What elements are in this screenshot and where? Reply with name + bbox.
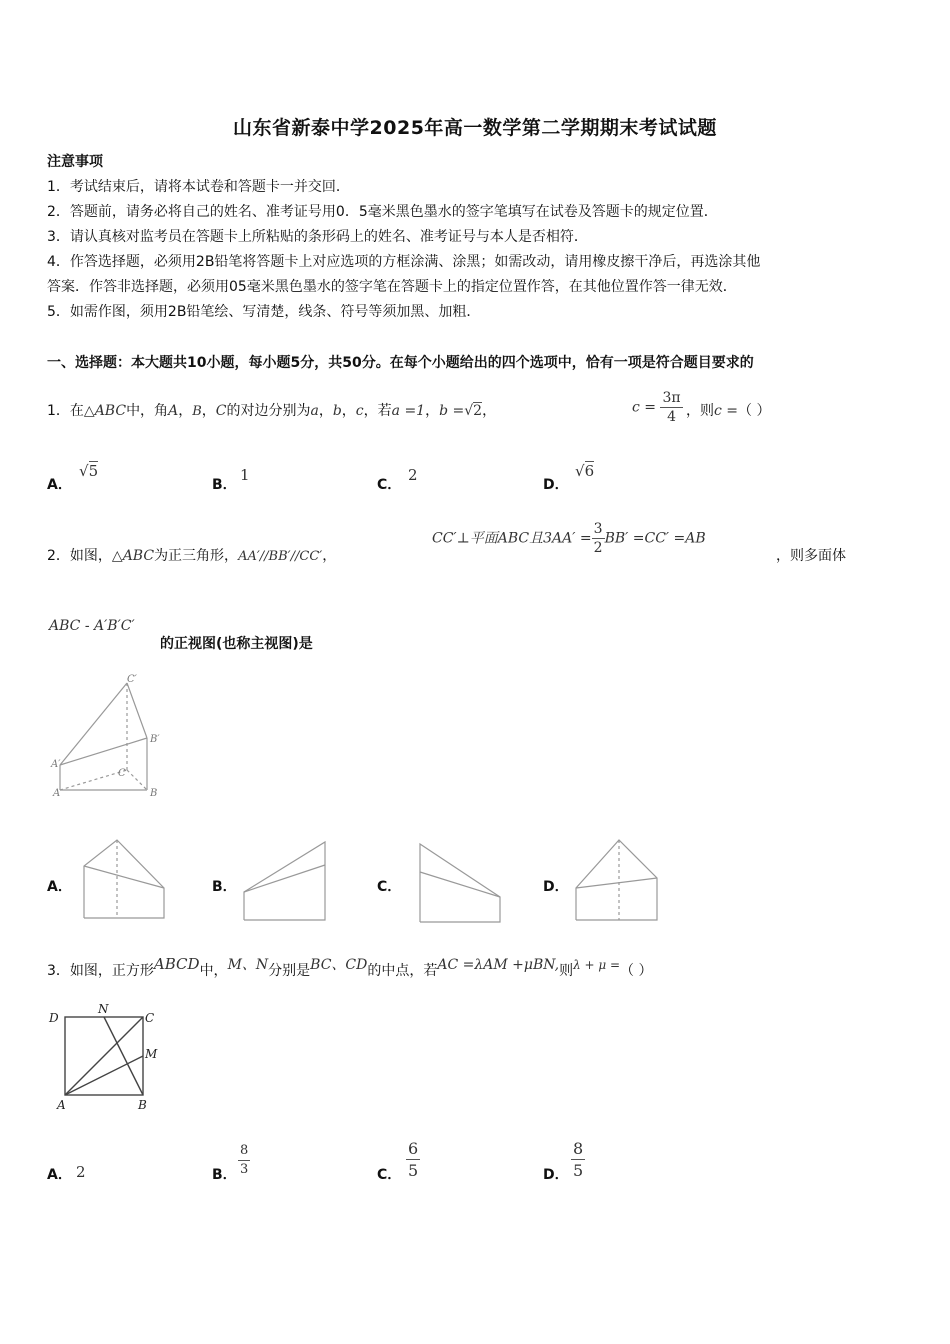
q2-option-b-figure[interactable] <box>242 840 327 922</box>
q2-text: 为正三角形， <box>154 548 239 564</box>
label-m: M <box>145 1047 158 1061</box>
q1-blank: （ ） <box>738 403 771 419</box>
q1-option-a-value: 5 <box>88 462 99 480</box>
q1-fraction <box>660 389 682 426</box>
q2-option-a-figure[interactable] <box>82 838 167 920</box>
q1-option-a[interactable] <box>79 462 98 480</box>
q1-sqrt-value: 2 <box>473 403 483 419</box>
q1-side-b: b <box>332 403 342 419</box>
q1-ask-c: c = <box>714 403 739 419</box>
q1-text: 中，角 <box>126 403 169 419</box>
label-d: D <box>49 1011 59 1025</box>
q1-option-b-label[interactable]: B． <box>212 477 237 493</box>
q1-angle-b: B <box>192 404 202 419</box>
q1-sep: ， <box>482 403 497 419</box>
label-n: N <box>98 1002 109 1016</box>
q2-condition <box>432 520 706 557</box>
q3-option-b-label[interactable]: B． <box>212 1167 237 1183</box>
q3-sides: BC、CD <box>310 957 368 973</box>
label-b: B <box>150 788 158 799</box>
q1-side-c: c <box>355 403 364 419</box>
q2-option-a-label[interactable]: A． <box>47 879 72 895</box>
q2-cond-1: CC′⊥平面ABC且3AA′ = <box>432 530 592 547</box>
q1-option-a-label[interactable]: A． <box>47 477 72 493</box>
q3-option-d-fraction <box>571 1138 585 1181</box>
q3-text: 则 <box>559 963 574 979</box>
q3-option-b-value[interactable] <box>238 1142 250 1179</box>
q1-sep: ， <box>341 403 356 419</box>
q3-option-d-value[interactable] <box>571 1138 585 1181</box>
label-a1: A′ <box>51 759 61 770</box>
q3-blank: （ ） <box>620 963 653 979</box>
q1-number: 1． <box>47 403 70 419</box>
q1-text: ，若 <box>363 403 392 419</box>
q3-sum: λ + μ = <box>573 958 621 972</box>
question-1 <box>47 400 496 420</box>
label-b: B <box>138 1098 147 1112</box>
notice-item-1: 1．考试结束后，请将本试卷和答题卡一并交回． <box>47 179 350 195</box>
q3-points: M、N <box>227 957 269 973</box>
q3-option-c-num: 6 <box>408 1139 419 1158</box>
label-c1: C′ <box>127 674 137 685</box>
q1-text: 的对边分别为 <box>226 403 311 419</box>
label-c: C <box>145 1011 155 1025</box>
q2-option-d-figure[interactable] <box>574 838 659 923</box>
label-b1: B′ <box>150 734 160 745</box>
q3-option-d-num: 8 <box>573 1139 584 1158</box>
q1-sep: ， <box>318 403 333 419</box>
edge-c1b1 <box>127 683 147 738</box>
question-3 <box>47 955 653 980</box>
q2-number: 2． <box>47 548 70 564</box>
q1-ask <box>686 400 770 420</box>
notice-item-4: 4．作答选择题，必须用2B铅笔将答题卡上对应选项的方框涂满、涂黑；如需改动，请用橡皮擦干净后，再选涂其他 <box>47 254 761 270</box>
q2-fraction <box>592 520 605 557</box>
q2-frac-den: 2 <box>593 540 603 556</box>
q3-option-b-fraction <box>238 1142 250 1179</box>
q3-option-b-num: 8 <box>238 1142 250 1161</box>
q2-sep: ， <box>322 548 337 564</box>
edge-a1c1 <box>60 683 127 765</box>
q3-option-b-den: 3 <box>240 1162 249 1177</box>
q1-text: 在 <box>69 403 84 419</box>
notice-item-2: 2．答题前，请务必将自己的姓名、准考证号用0．5毫米黑色墨水的签字笔填写在试卷及答题卡的规定位置． <box>47 204 718 220</box>
q1-cond-c: c = <box>632 399 657 416</box>
q2-triangle: △ABC <box>111 548 155 564</box>
notice-item-3: 3．请认真核对监考员在答题卡上所粘贴的条形码上的姓名、准考证号与本人是否相符． <box>47 229 588 245</box>
q3-text: 中， <box>199 963 228 979</box>
q3-number: 3． <box>47 963 70 979</box>
notice-heading: 注意事项 <box>47 154 103 170</box>
edge-ac-hidden <box>60 770 127 790</box>
q3-option-d-label[interactable]: D． <box>543 1167 569 1183</box>
q2-option-b-label[interactable]: B． <box>212 879 237 895</box>
q3-square: ABCD <box>153 955 200 973</box>
q3-option-c-den: 5 <box>408 1161 419 1180</box>
q3-figure <box>45 1000 170 1115</box>
q1-triangle: △ABC <box>83 403 127 419</box>
q1-frac-num: 3π <box>662 390 681 406</box>
q2-parallel: AA′//BB′//CC′ <box>238 549 323 564</box>
q1-sqrt-icon: √ <box>464 403 474 419</box>
q1-angle-a: A <box>168 403 179 419</box>
q3-option-a-value[interactable]: 2 <box>76 1163 86 1181</box>
q1-option-d-value: 6 <box>584 462 595 480</box>
q2-option-c-figure[interactable] <box>418 842 503 924</box>
segment-am <box>65 1056 143 1095</box>
q1-cond-b: b = <box>439 403 465 419</box>
edge-cb-hidden <box>127 770 147 790</box>
q3-option-c-label[interactable]: C． <box>377 1167 402 1183</box>
section-heading: 一、选择题：本大题共10小题，每小题5分，共50分。在每个小题给出的四个选项中，恰有一项是符合题目要求的 <box>47 355 754 371</box>
q1-sep: ， <box>425 403 440 419</box>
label-c: C <box>118 768 126 779</box>
notice-item-4-cont: 答案．作答非选择题，必须用05毫米黑色墨水的签字笔在答题卡上的指定位置作答，在其他位置作答一律无效． <box>47 279 737 295</box>
page-title: 山东省新泰中学2025年高一数学第二学期期末考试试题 <box>233 117 717 139</box>
q3-option-c-fraction <box>406 1138 420 1181</box>
q1-option-d[interactable] <box>575 462 594 480</box>
segment-bn <box>104 1017 143 1095</box>
q1-option-c-value[interactable]: 2 <box>408 466 418 484</box>
q2-text: 如图， <box>69 548 112 564</box>
q2-frac-num: 3 <box>593 521 603 537</box>
q3-option-a-label[interactable]: A． <box>47 1167 72 1183</box>
notice-item-5: 5．如需作图，须用2B铅笔绘、写清楚，线条、符号等须加黑、加粗． <box>47 304 481 320</box>
q3-option-c-value[interactable] <box>406 1138 420 1181</box>
q3-text: 分别是 <box>268 963 311 979</box>
q2-option-d-label[interactable]: D． <box>543 879 569 895</box>
q1-angle-c: C <box>215 403 227 419</box>
q1-angle-condition <box>632 389 683 426</box>
q1-sep: ， <box>178 403 193 419</box>
q2-option-c-label[interactable]: C． <box>377 879 402 895</box>
q1-option-c-label[interactable]: C． <box>377 477 402 493</box>
q3-text: 如图，正方形 <box>69 963 154 979</box>
q3-option-d-den: 5 <box>573 1161 584 1180</box>
edge-a1b1 <box>60 738 147 765</box>
sqrt-icon: √ <box>575 462 585 480</box>
q2-polyhedron: ABC - A′B′C′ <box>49 618 135 634</box>
q1-text: ，则 <box>686 403 714 419</box>
q1-cond-a: a =1 <box>391 403 426 419</box>
q2-figure <box>45 670 185 805</box>
q1-sep: ， <box>201 403 216 419</box>
q1-side-a: a <box>310 403 319 419</box>
q3-vector-eq: AC =λAM +μBN, <box>437 957 560 973</box>
segment-ac <box>65 1017 143 1095</box>
q2-cond-2: BB′ =CC′ =AB <box>604 530 706 547</box>
q2-ask: 的正视图(也称主视图)是 <box>160 636 313 652</box>
q1-option-b-value[interactable]: 1 <box>240 466 250 484</box>
label-a: A <box>57 1098 66 1112</box>
q1-frac-den: 4 <box>667 409 676 425</box>
q3-text: 的中点，若 <box>367 963 438 979</box>
sqrt-icon: √ <box>79 462 89 480</box>
q2-polyhedron-text: ，则多面体 <box>776 548 846 564</box>
question-2 <box>47 545 336 565</box>
label-a: A <box>53 788 61 799</box>
q1-option-d-label[interactable]: D． <box>543 477 569 493</box>
